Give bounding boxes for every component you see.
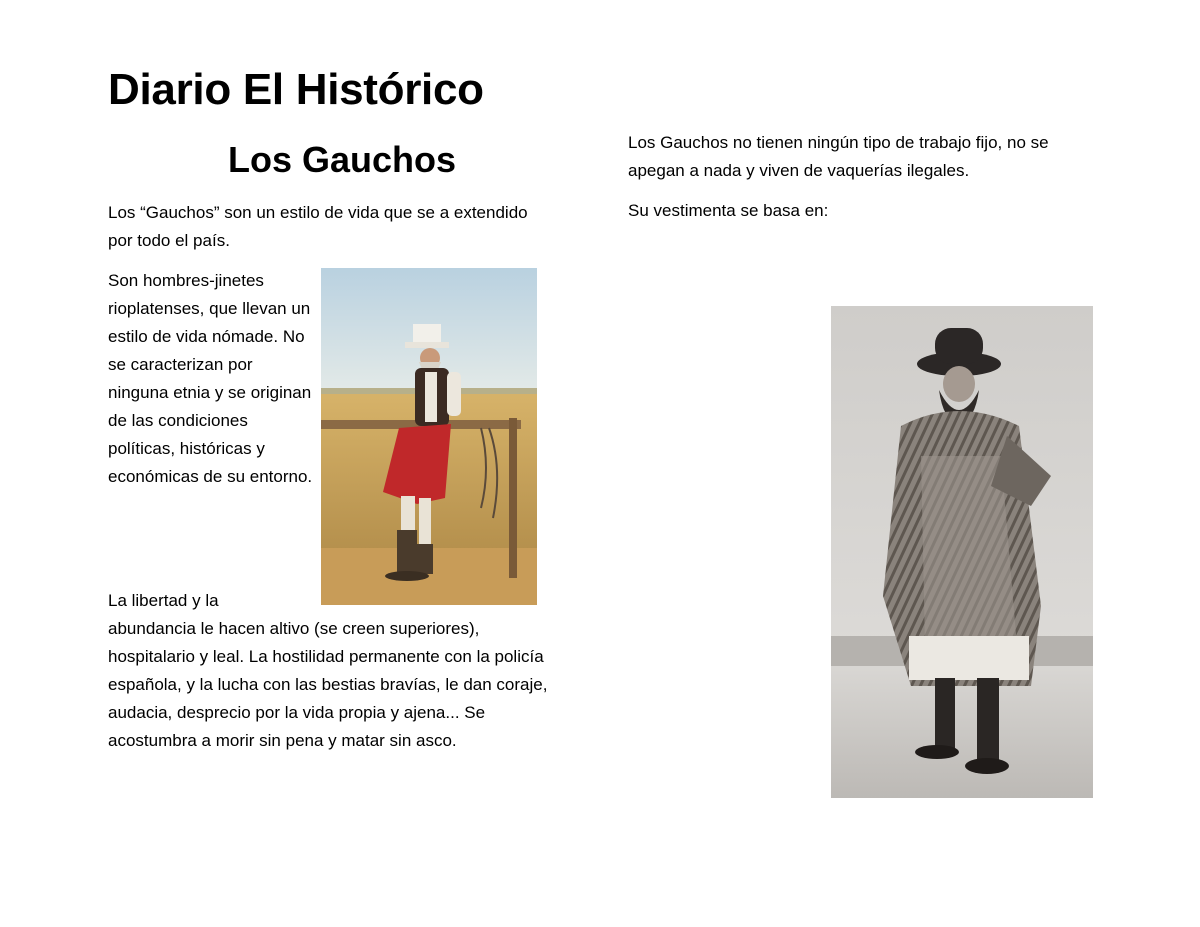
- character-paragraph: [108, 587, 568, 755]
- work-paragraph: Los Gauchos no tienen ningún tipo de trabajo fijo, no se apegan a nada y viven de vaquerías ilegales.: [628, 133, 1049, 180]
- gaucho-photograph: [831, 306, 1093, 798]
- character-paragraph-body: abundancia le hacen altivo (se creen superiores), hospitalario y leal. La hostilidad permanente con la policía española, y la lucha con las bestias bravías, le dan coraje, audacia, desprecio por la vida propia y ajena... Se acostumbra a morir sin pena y matar sin asco.: [108, 619, 548, 750]
- description-paragraph: Son hombres-jinetes rioplatenses, que llevan un estilo de vida nómade. No se caracterizan por ninguna etnia y se originan de las condiciones políticas, históricas y económicas de su entorno.: [108, 271, 313, 486]
- intro-paragraph: Los “Gauchos” son un estilo de vida que se a extendido por todo el país.: [108, 203, 528, 250]
- gaucho-painting: [321, 268, 537, 605]
- article-heading: Los Gauchos: [228, 139, 457, 180]
- character-paragraph-lead: La libertad y la: [108, 591, 219, 610]
- clothing-intro: Su vestimenta se basa en:: [628, 201, 829, 220]
- newspaper-title: Diario El Histórico: [108, 65, 484, 114]
